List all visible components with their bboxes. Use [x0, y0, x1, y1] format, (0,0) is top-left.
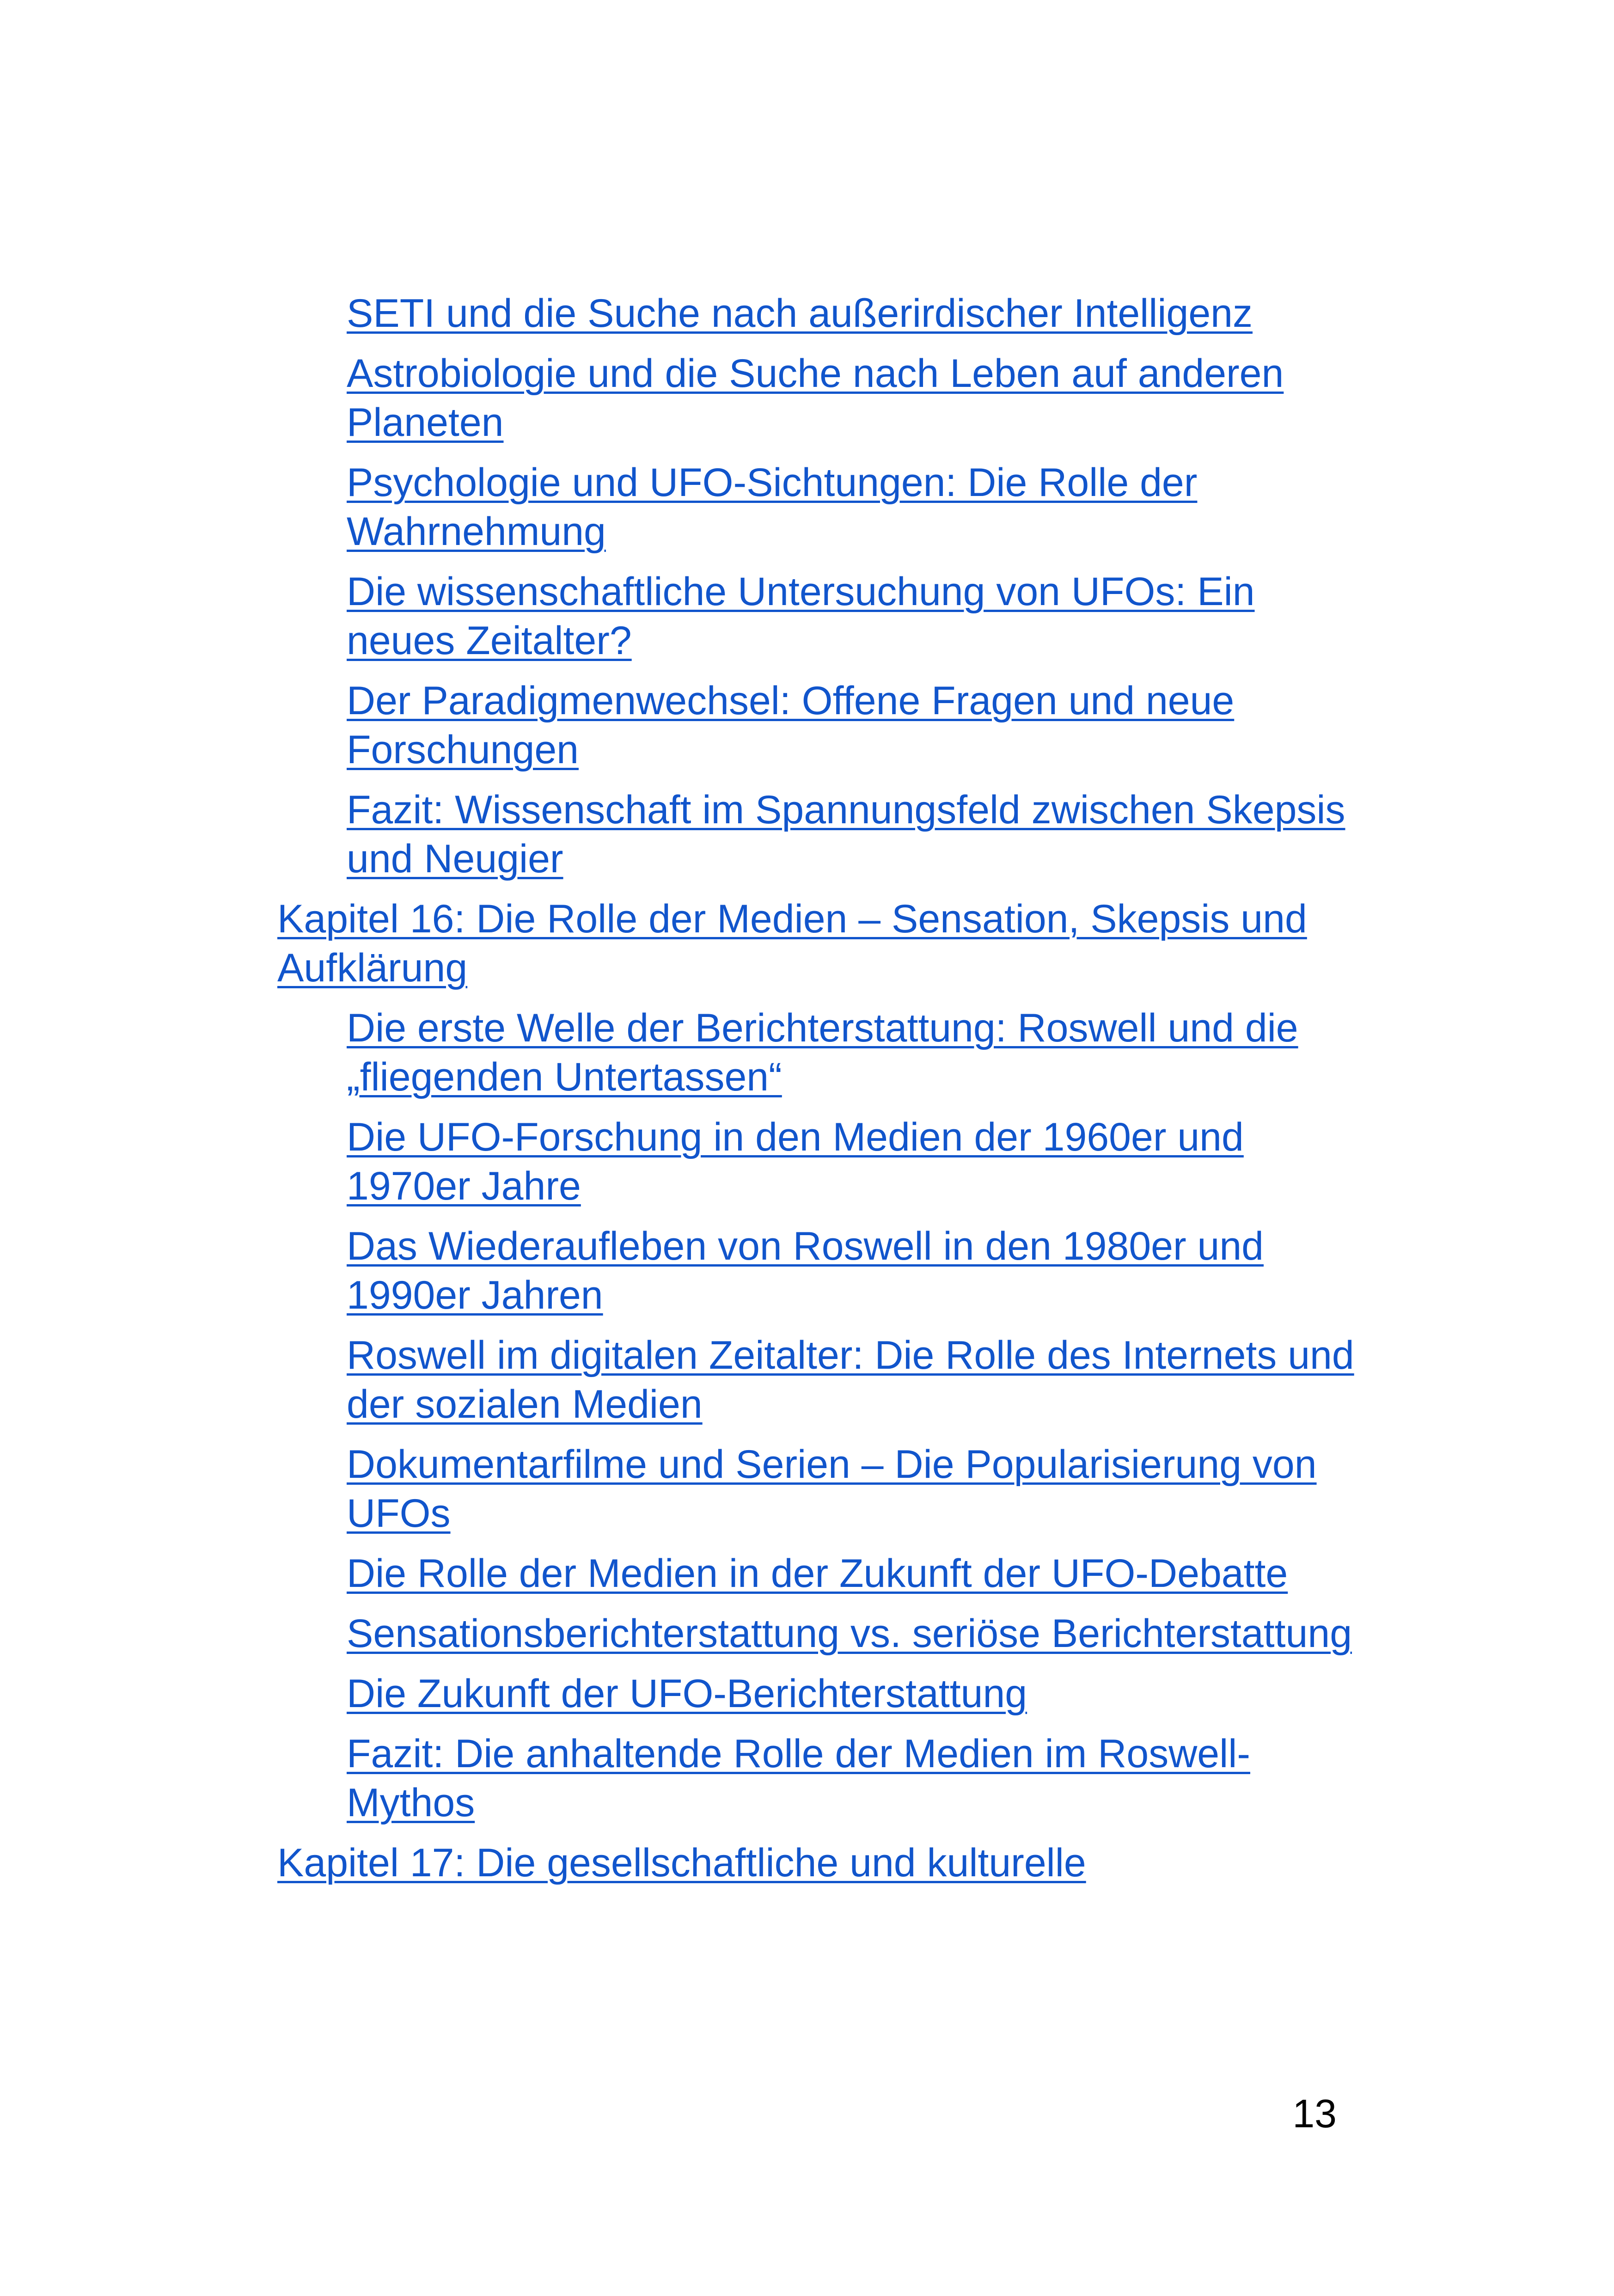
toc-entry: [277, 1609, 1359, 1658]
toc-chapter-link[interactable]: Kapitel 17: Die gesellschaftliche und kulturelle: [277, 1841, 1086, 1885]
toc-link[interactable]: Roswell im digitalen Zeitalter: Die Rolle des Internets und der sozialen Medien: [347, 1333, 1354, 1427]
toc-entry: [277, 1549, 1359, 1598]
page-number: 13: [1292, 2092, 1337, 2136]
toc-link[interactable]: Fazit: Die anhaltende Rolle der Medien im Roswell-Mythos: [347, 1732, 1250, 1825]
toc-link[interactable]: Die UFO-Forschung in den Medien der 1960er und 1970er Jahre: [347, 1115, 1244, 1208]
toc-link[interactable]: Die wissenschaftliche Untersuchung von UFOs: Ein neues Zeitalter?: [347, 569, 1255, 663]
toc-entry: [277, 1440, 1359, 1538]
toc-entry: [277, 289, 1359, 338]
toc-link[interactable]: Das Wiederaufleben von Roswell in den 1980er und 1990er Jahren: [347, 1224, 1264, 1317]
toc-entry: [277, 1222, 1359, 1320]
toc-link[interactable]: Der Paradigmenwechsel: Offene Fragen und neue Forschungen: [347, 679, 1235, 772]
toc-link[interactable]: Sensationsberichterstattung vs. seriöse Berichterstattung: [347, 1611, 1352, 1656]
toc-entry: [277, 349, 1359, 447]
toc-link[interactable]: SETI und die Suche nach außerirdischer Intelligenz: [347, 291, 1253, 336]
toc-link[interactable]: Psychologie und UFO-Sichtungen: Die Rolle der Wahrnehmung: [347, 460, 1198, 554]
toc-entry: [277, 1669, 1359, 1718]
toc-entry: [277, 1729, 1359, 1827]
table-of-contents: [277, 289, 1359, 1898]
toc-entry: [277, 567, 1359, 665]
toc-entry: [277, 1004, 1359, 1102]
toc-entry: [277, 1113, 1359, 1211]
toc-link[interactable]: Die Rolle der Medien in der Zukunft der UFO-Debatte: [347, 1551, 1288, 1596]
toc-link[interactable]: Die Zukunft der UFO-Berichterstattung: [347, 1671, 1027, 1716]
toc-link[interactable]: Dokumentarfilme und Serien – Die Popularisierung von UFOs: [347, 1442, 1317, 1536]
toc-link[interactable]: Fazit: Wissenschaft im Spannungsfeld zwischen Skepsis und Neugier: [347, 788, 1345, 881]
toc-entry: [277, 676, 1359, 774]
toc-entry: [277, 458, 1359, 556]
toc-entry: [277, 785, 1359, 883]
toc-entry: [277, 1331, 1359, 1429]
toc-chapter-link[interactable]: Kapitel 16: Die Rolle der Medien – Sensation, Skepsis und Aufklärung: [277, 897, 1307, 990]
toc-link[interactable]: Die erste Welle der Berichterstattung: Roswell und die „fliegenden Untertassen“: [347, 1006, 1298, 1099]
toc-chapter-entry: [277, 894, 1359, 992]
toc-link[interactable]: Astrobiologie und die Suche nach Leben auf anderen Planeten: [347, 351, 1284, 445]
toc-chapter-entry: [277, 1838, 1359, 1887]
